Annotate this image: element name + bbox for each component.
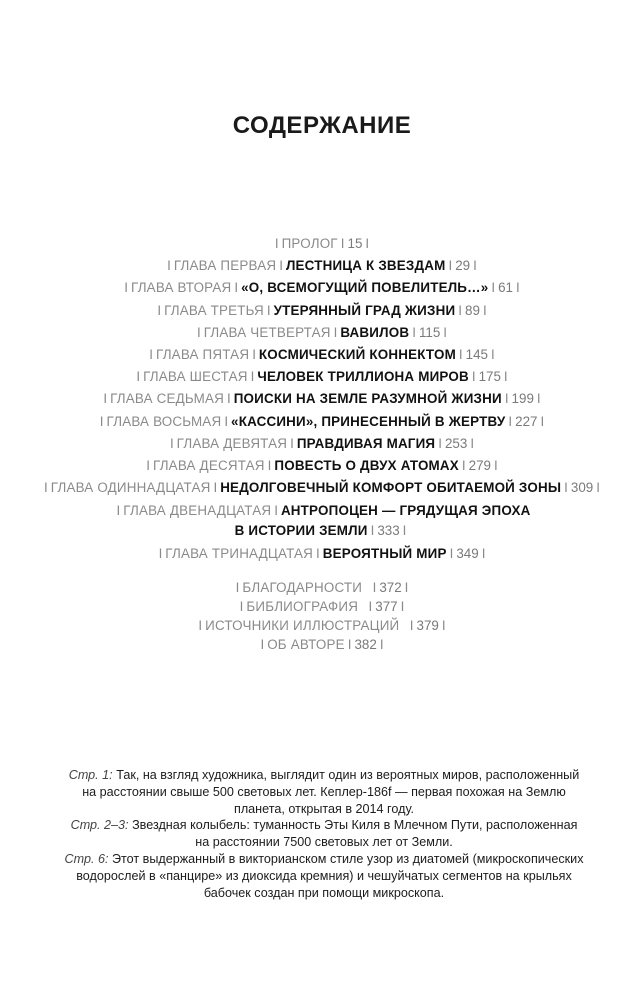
separator: I [402,523,407,539]
separator: I [491,280,496,296]
toc-row-chapter-2[interactable] [0,277,644,299]
toc-row-chapter-3[interactable] [0,300,644,322]
separator: I [158,546,163,562]
toc-chapter-name: НЕДОЛГОВЕЧНЫЙ КОМФОРТ ОБИТАЕМОЙ ЗОНЫ [220,480,562,496]
separator: I [149,346,153,362]
toc-row-bibliography[interactable] [0,597,644,616]
toc-label: ГЛАВА СЕДЬМАЯ [110,391,224,407]
back-matter-list [0,578,644,654]
separator: I [340,236,345,251]
separator: I [274,236,279,251]
toc-page: 333 [377,523,400,539]
separator: I [400,599,405,614]
separator: I [316,546,320,562]
toc-row-about-author[interactable] [0,635,644,654]
caption-ref: Стр. 1: [68,768,113,782]
toc-page: 227 [515,413,538,429]
toc-row-prologue[interactable] [0,233,644,255]
toc-row-chapter-8[interactable] [0,411,644,433]
separator: I [458,346,463,362]
separator: I [508,413,513,429]
separator: I [136,369,141,385]
separator: I [370,523,375,539]
toc-chapter-name: АНТРОПОЦЕН — ГРЯДУЩАЯ ЭПОХА [280,503,531,519]
toc-label: ОБ АВТОРЕ [267,637,345,652]
toc-row-chapter-11[interactable] [0,477,644,499]
separator: I [448,258,453,274]
separator: I [279,258,283,274]
toc-label: ГЛАВА ТРЕТЬЯ [164,302,264,318]
separator: I [412,324,416,340]
toc-row-chapter-10[interactable] [0,455,644,477]
separator: I [235,580,240,595]
toc-page: 372 [379,580,402,595]
toc-chapter-name: ПОВЕСТЬ О ДВУХ АТОМАХ [274,457,459,473]
separator: I [196,324,201,340]
toc-page: 61 [498,280,513,296]
toc-page: 377 [375,599,398,614]
toc-page: 199 [511,391,534,407]
caption-ref: Стр. 2–3: [70,818,129,833]
caption-ref: Стр. 6: [64,851,109,866]
toc-page: 253 [444,435,468,451]
separator: I [491,346,495,362]
toc-row-chapter-9[interactable] [0,433,644,455]
separator: I [260,637,265,652]
separator: I [252,346,256,362]
toc-chapter-name: ЛЕСТНИЦА К ЗВЕЗДАМ [285,258,446,274]
separator: I [146,457,150,473]
toc-row-acknowledgements[interactable] [0,578,644,597]
toc-page: 89 [465,302,480,318]
separator: I [347,637,352,652]
separator: I [239,599,244,614]
toc-chapter-name: ПОИСКИ НА ЗЕМЛЕ РАЗУМНОЙ ЖИЗНИ [233,391,502,407]
caption-text: Звездная колыбель: туманность Эты Киля в Млечном Пути, расположенная на расстоянии 7500 световых лет от Земли. [132,818,578,850]
separator: I [540,413,545,429]
toc-chapter-name: УТЕРЯННЫЙ ГРАД ЖИЗНИ [273,302,456,318]
toc-row-chapter-7[interactable] [0,388,644,410]
separator: I [596,480,600,496]
separator: I [167,258,171,274]
toc-page: 115 [418,324,441,340]
separator: I [290,435,294,451]
toc-row-chapter-6[interactable] [0,366,644,388]
separator: I [368,599,373,614]
separator: I [449,546,454,562]
toc-chapter-name: ПРАВДИВАЯ МАГИЯ [296,435,436,451]
toc-page: 175 [478,369,501,385]
separator: I [409,618,414,633]
toc-row-chapter-5[interactable] [0,344,644,366]
caption-page-2-3 [62,817,586,851]
toc-row-continuation [0,521,644,541]
toc-label: ГЛАВА ПЕРВАЯ [173,258,277,274]
separator: I [157,302,162,318]
toc-row-chapter-4[interactable] [0,322,644,344]
toc-label: ИСТОЧНИКИ ИЛЛЮСТРАЦИЙ [205,618,400,633]
separator: I [213,480,218,496]
toc-label: ГЛАВА ШЕСТАЯ [143,369,248,385]
separator: I [482,302,487,318]
separator: I [227,391,231,407]
separator: I [564,480,568,496]
separator: I [198,618,203,633]
toc-label: ГЛАВА ПЯТАЯ [156,346,250,362]
separator: I [461,457,466,473]
toc-label: ГЛАВА ТРИНАДЦАТАЯ [165,546,314,562]
separator: I [443,324,448,340]
toc-page: 382 [354,637,377,652]
image-captions [62,767,586,901]
toc-chapter-name: КОСМИЧЕСКИЙ КОННЕКТОМ [258,346,456,362]
toc-row-chapter-12[interactable] [0,499,644,543]
separator: I [481,546,486,562]
toc-label: ГЛАВА ДВЕНАДЦАТАЯ [123,503,272,519]
separator: I [494,457,498,473]
separator: I [438,435,442,451]
toc-label: ПРОЛОГ [281,236,338,251]
separator: I [503,369,508,385]
caption-page-6 [62,851,586,901]
toc-label: ГЛАВА ДЕВЯТАЯ [176,435,288,451]
caption-page-1 [62,767,586,817]
separator: I [333,324,338,340]
separator: I [44,480,48,496]
separator: I [266,302,271,318]
toc-page: 145 [465,346,488,362]
toc-label: ГЛАВА ВОСЬМАЯ [106,413,222,429]
toc-chapter-name: «КАССИНИ», ПРИНЕСЕННЫЙ В ЖЕРТВУ [231,413,506,429]
separator: I [536,391,541,407]
separator: I [224,413,229,429]
toc-page: 349 [456,546,479,562]
toc-page: 309 [570,480,594,496]
toc-page: 379 [416,618,439,633]
separator: I [379,637,384,652]
separator: I [267,457,272,473]
separator: I [103,391,108,407]
separator: I [116,503,121,519]
separator: I [169,435,174,451]
toc-chapter-name: ВЕРОЯТНЫЙ МИР [322,546,447,562]
toc-page: 29 [455,258,471,274]
caption-text: Так, на взгляд художника, выглядит один из вероятных миров, расположенный на расстоянии свыше 500 световых лет. Кеплер-186f — первая похожая на Землю планета, открытая в 2014 году. [82,768,580,816]
caption-text: Этот выдержанный в викторианском стиле узор из диатомей (микроскопических водорослей в «панцире» из диоксида кремния) и чешуйчатых сегментов на крыльях бабочек создан при помощи микроскопа. [76,851,584,900]
separator: I [250,369,255,385]
toc-chapter-name-line2: В ИСТОРИИ ЗЕМЛИ [234,523,368,539]
separator: I [372,580,377,595]
table-of-contents [0,233,644,565]
separator: I [516,280,520,296]
toc-chapter-name: ЧЕЛОВЕК ТРИЛЛИОНА МИРОВ [257,369,469,385]
toc-page: 279 [468,457,491,473]
toc-label: ГЛАВА ВТОРАЯ [131,280,232,296]
separator: I [124,280,128,296]
toc-label: ГЛАВА ОДИННАДЦАТАЯ [50,480,211,496]
toc-chapter-name: «О, ВСЕМОГУЩИЙ ПОВЕЛИТЕЛЬ…» [241,280,489,296]
separator: I [365,236,370,251]
separator: I [458,302,463,318]
separator: I [471,369,476,385]
toc-label: ГЛАВА ЧЕТВЕРТАЯ [203,324,331,340]
toc-chapter-name: ВАВИЛОВ [340,324,410,340]
separator: I [404,580,409,595]
toc-row-illustration-sources[interactable] [0,616,644,635]
separator: I [441,618,446,633]
separator: I [470,435,475,451]
separator: I [234,280,239,296]
separator: I [504,391,509,407]
page-title: СОДЕРЖАНИЕ [232,112,412,140]
separator: I [99,413,104,429]
toc-label: БЛАГОДАРНОСТИ [242,580,363,595]
toc-row-chapter-1[interactable] [0,255,644,277]
toc-row-chapter-13[interactable] [0,543,644,565]
toc-label: БИБЛИОГРАФИЯ [246,599,359,614]
separator: I [274,503,278,519]
toc-page: 15 [347,236,363,251]
toc-label: ГЛАВА ДЕСЯТАЯ [153,457,265,473]
separator: I [473,258,477,274]
